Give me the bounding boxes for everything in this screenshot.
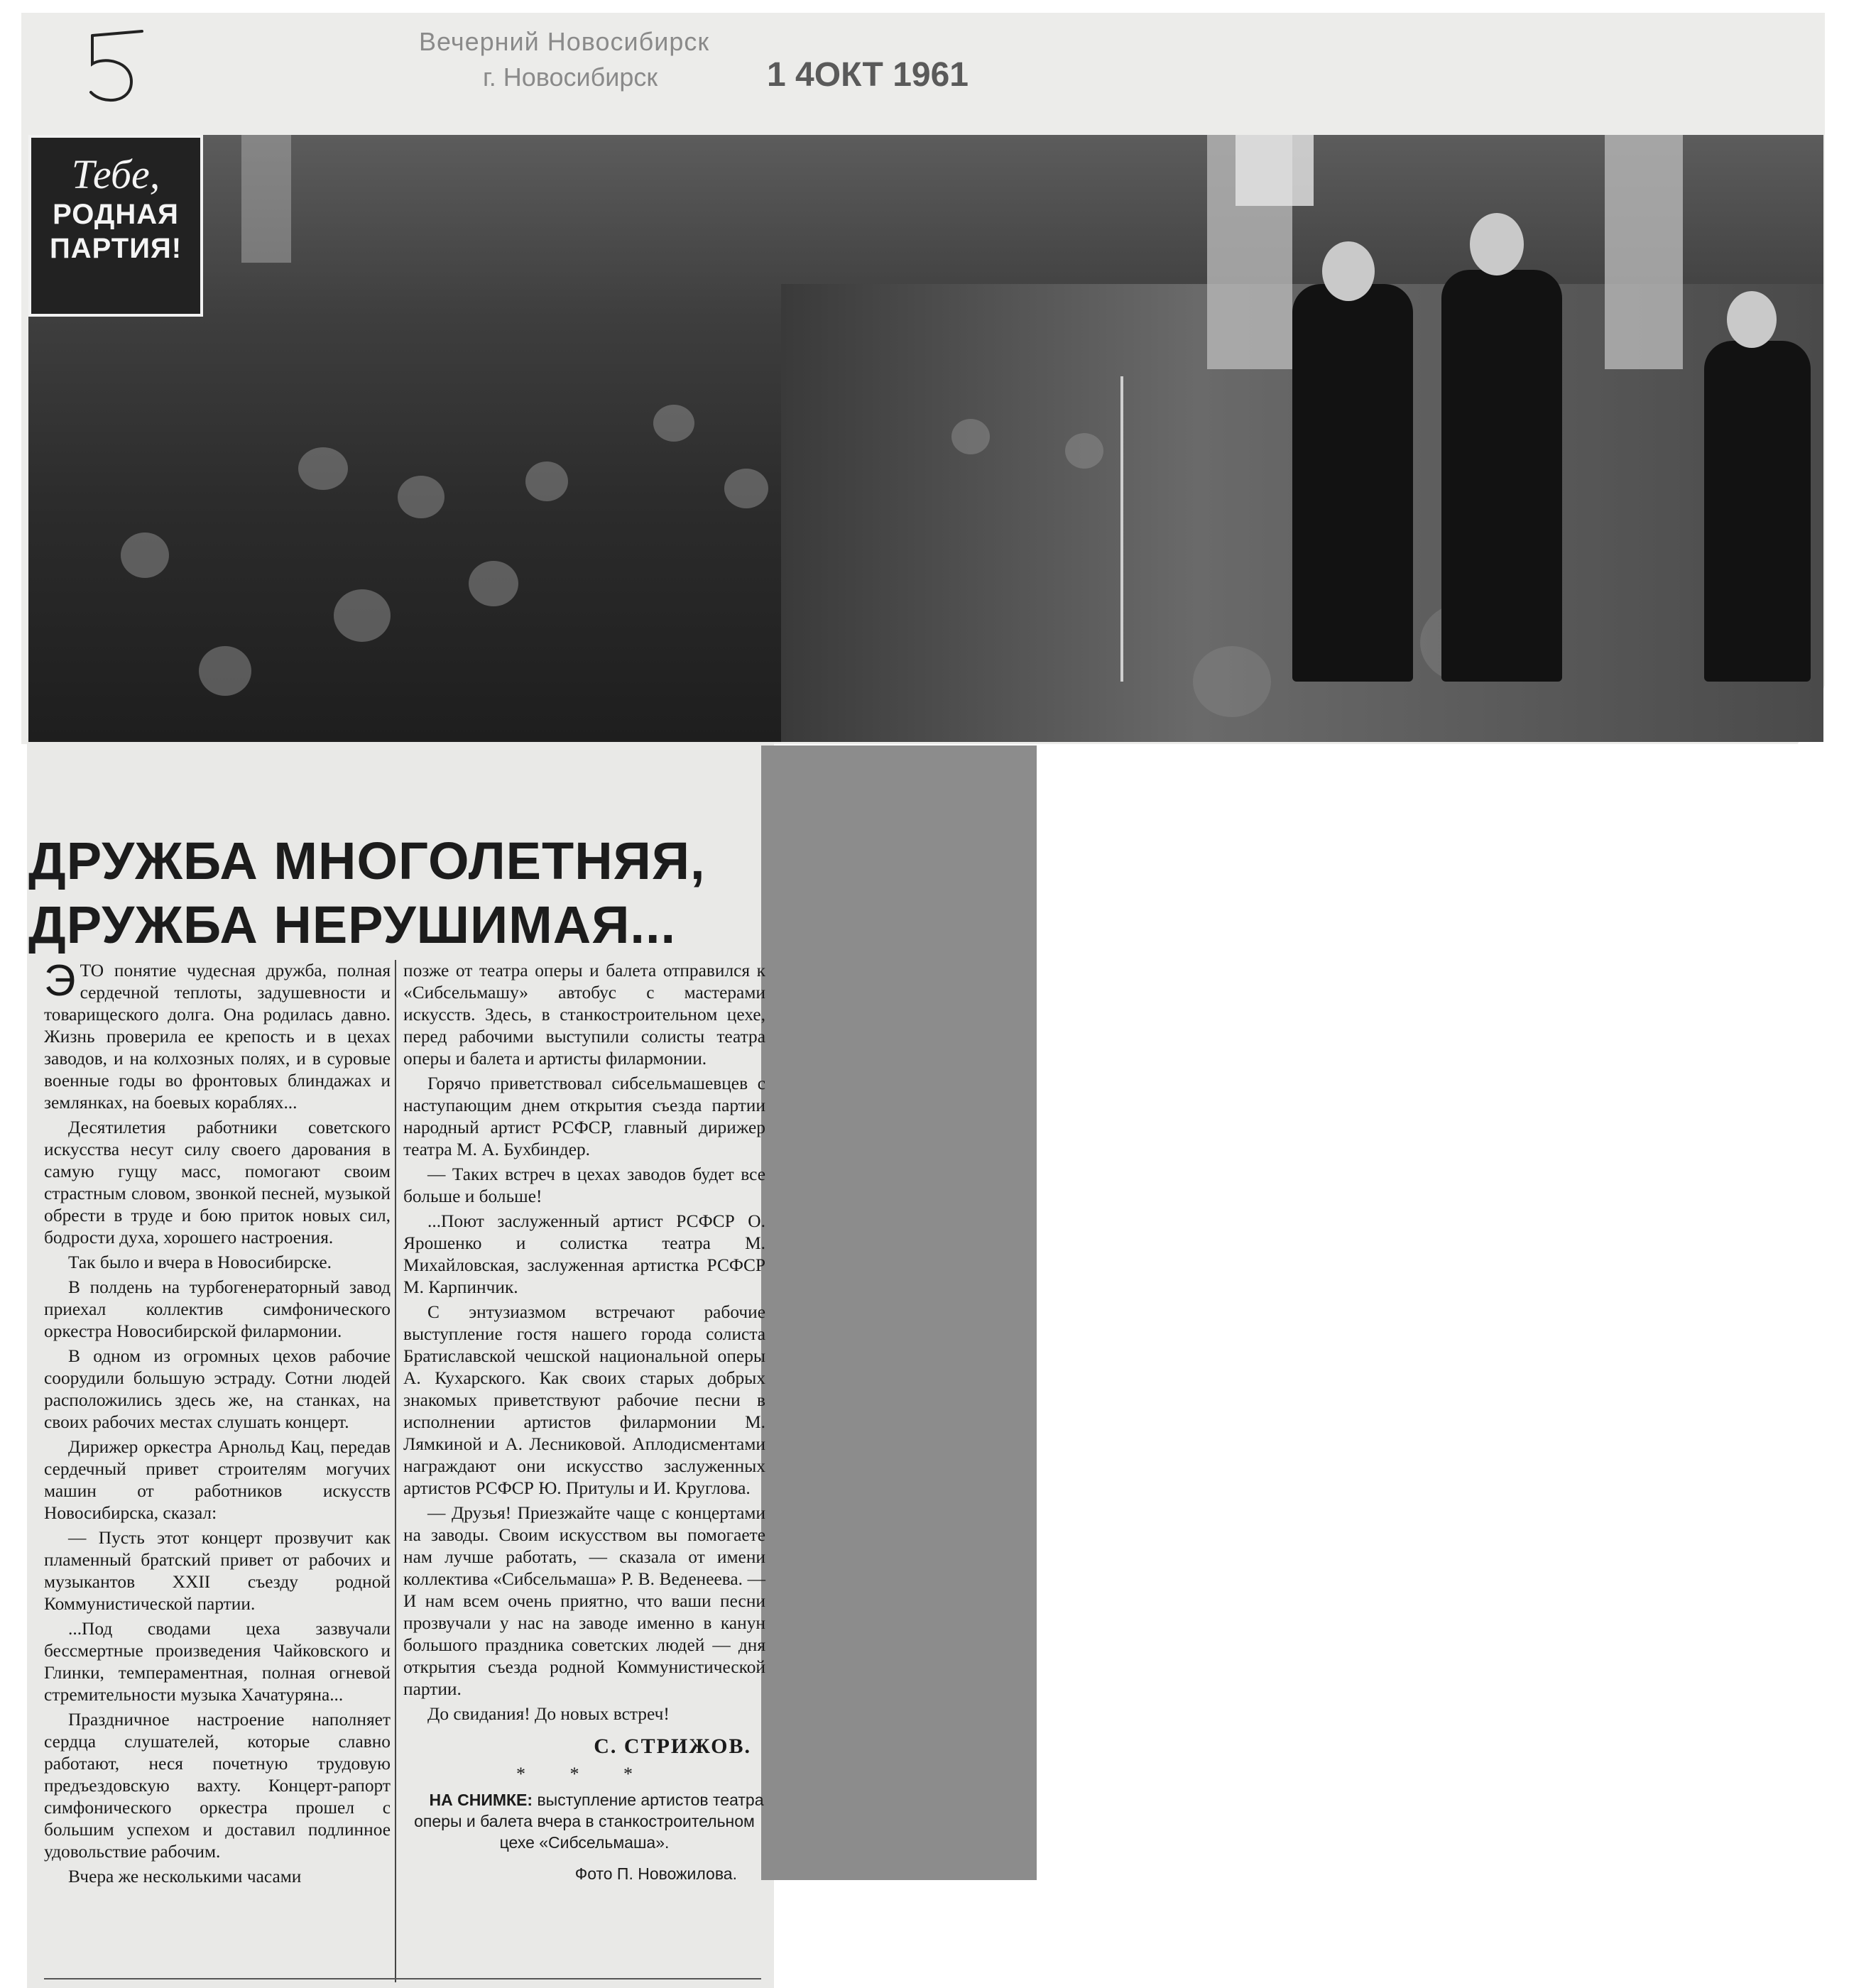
photo-face [951,419,990,454]
stamp-date: 1 4ОКТ 1961 [767,56,969,94]
paragraph: Праздничное настроение наполняет сердца слушателей, которые славно работают, неся почетную трудовую предъездовскую вахту. Концерт-рапорт симфонического оркестра прошел с большим успехом и доставил подлинное удовольствие рабочим. [44,1710,391,1862]
photo-face [1193,646,1271,717]
paragraph: В одном из огромных цехов рабочие соорудили большую эстраду. Сотни людей расположились здесь же, на станках, на своих рабочих местах слушать концерт. [44,1346,391,1432]
article-column-1 [44,956,391,1891]
stamp-city: г. Новосибирск [483,62,658,92]
photo-singer-head [1322,241,1375,301]
gray-backing-block [761,746,1037,1880]
paragraph: — Таких встреч в цехах заводов будет все больше и больше! [403,1164,765,1206]
photo-face [525,462,568,501]
photo-face [469,561,518,606]
photo-face [298,447,348,490]
handwritten-number-mark [64,21,170,114]
photo-face [653,405,694,442]
photo-pillar [241,135,291,263]
photo-singer-head [1727,291,1777,348]
article-headline [28,829,760,957]
paragraph: позже от театра оперы и балета отправился к «Сибсельмашу» автобус с мастерами искусств. Здесь, в станкостроительном цехе, перед рабочими выступили солисты театра оперы и балета и артисты филармонии. [403,961,765,1069]
caption-lead: НА СНИМКЕ: [429,1791,533,1809]
photo-caption [403,1789,765,1853]
concert-photo [28,135,1823,742]
paragraph: — Друзья! Приезжайте чаще с концертами на заводы. Своим искусством вы помогаете нам лучше работать, — сказала от имени коллектива «Сибсельмаша» Р. В. Веденеева. — И нам всем очень приятно, что ваши песни прозвучали у нас на заводе именно в канун большого праздника советских людей — дня открытия съезда родной Коммунистической партии. [403,1503,765,1699]
paragraph: — Пусть этот концерт прозвучит как пламенный братский привет от рабочих и музыкантов XXII съезду родной Коммунистической партии. [44,1528,391,1614]
photo-face [398,476,444,518]
photo-face [1065,433,1103,469]
caption-text: выступление артистов театра оперы и балета вчера в станкостроительном цехе «Сибсельмаша». [414,1791,764,1852]
rubric-line-3: ПАРТИЯ! [49,233,182,264]
paragraph: Вчера же несколькими часами [68,1867,302,1886]
headline-line-2: ДРУЖБА НЕРУШИМАЯ... [28,895,677,954]
bottom-rule [44,1978,761,1979]
rubric-line-1: Тебе, [71,151,160,197]
column-divider [395,960,396,1982]
paragraph: Десятилетия работники советского искусства несут силу своего дарования в самую гущу масс, помогают своим страстным словом, звонкой песней, музыкой обрести в труде и бою приток новых сил, бодрости духа, хорошего настроения. [44,1118,391,1247]
photo-banner [1236,135,1314,206]
photo-singer-head [1470,213,1524,275]
photo-singer [1441,270,1562,682]
paragraph: Так было и вчера в Новосибирске. [68,1252,332,1272]
separator-stars: * * * [516,1764,653,1784]
drop-cap: Э [44,956,76,1005]
rubric-box [28,135,203,317]
rubric-line-2: РОДНАЯ [53,199,179,230]
photo-singer [1704,341,1811,682]
paragraph: С энтузиазмом встречают рабочие выступление гостя нашего города солиста Братиславской чешской национальной оперы А. Кухарского. Как своих старых добрых знакомых приветствуют рабочие песни в исполнении артистов филармонии М. Лямкиной и А. Лесниковой. Аплодисментами награждают они искусство заслуженных артистов РСФСР Ю. Притулы и И. Круглова. [403,1302,765,1498]
paragraph: ...Под сводами цеха зазвучали бессмертные произведения Чайковского и Глинки, темпераментная, полная огневой стремительности музыка Хачатуряна... [44,1619,391,1705]
paragraph: ...Поют заслуженный артист РСФСР О. Ярошенко и солистка театра М. Михайловская, заслуженная артистка РСФСР М. Карпинчик. [403,1211,765,1297]
paragraph: Дирижер оркестра Арнольд Кац, передав сердечный привет строителям могучих машин от работников искусств Новосибирска, сказал: [44,1437,391,1523]
paragraph: ЭТО понятие чудесная дружба, полная сердечной теплоты, задушевности и товарищеского долга. Она родилась давно. Жизнь проверила ее крепость и в цехах заводов, и на колхозных полях, и в суровые военные годы во фронтовых блиндажах и землянках, на боевых кораблях... [44,956,391,1113]
article-column-2 [403,960,765,1885]
headline-line-1: ДРУЖБА МНОГОЛЕТНЯЯ, [28,831,706,890]
photo-face [334,589,391,642]
paragraph: До свидания! До новых встреч! [427,1704,670,1724]
photo-microphone-stand [1120,376,1123,682]
photo-pillar [1605,135,1683,369]
photo-face [724,469,768,508]
photo-singer [1292,284,1413,682]
article-byline: С. СТРИЖОВ. [594,1735,751,1758]
photo-face [121,532,169,578]
paragraph: Горячо приветствовал сибсельмашевцев с наступающим днем открытия съезда партии народный артист РСФСР, главный дирижер театра М. А. Бухбиндер. [403,1074,765,1159]
stamp-newspaper-name: Вечерний Новосибирск [419,27,710,56]
paragraph: В полдень на турбогенераторный завод приехал коллектив симфонического оркестра Новосибирской филармонии. [44,1277,391,1341]
photo-face [199,646,251,696]
photo-credit: Фото П. Новожилова. [574,1864,737,1883]
